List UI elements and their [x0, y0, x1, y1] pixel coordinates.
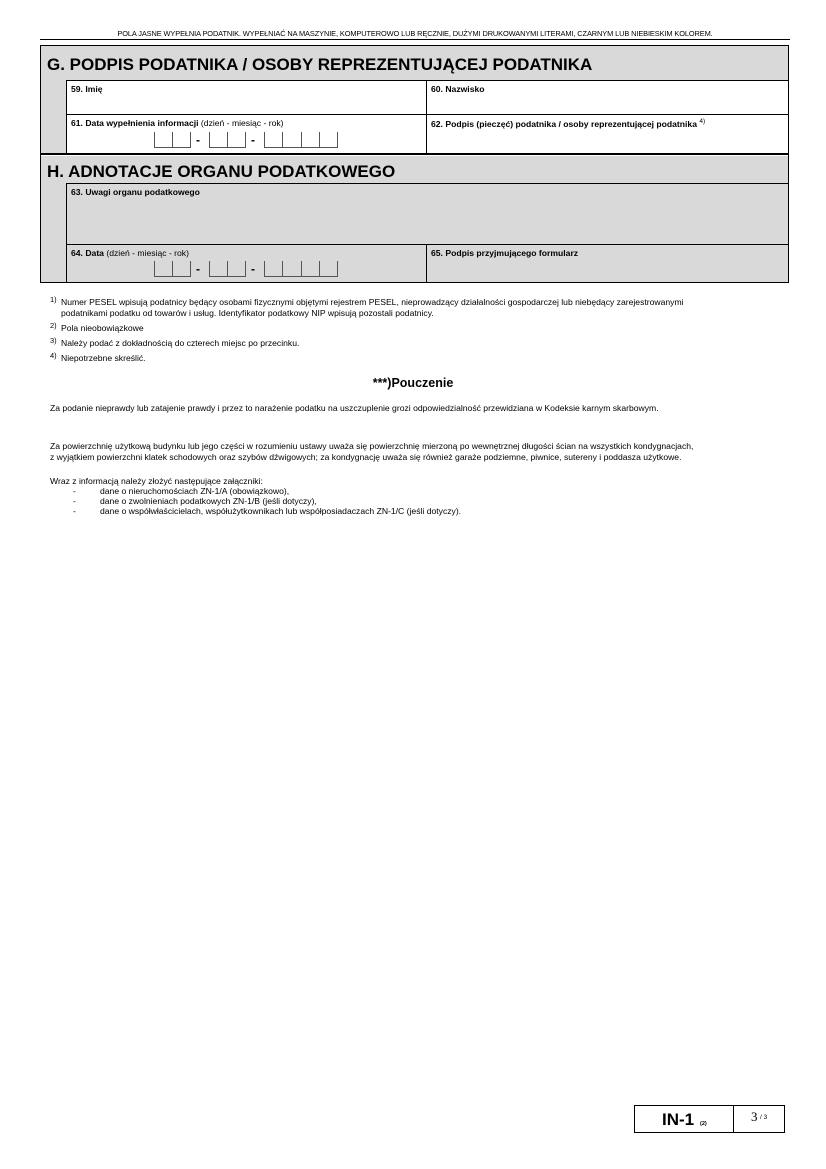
list-item: - dane o współwłaścicielach, współużytkownikach lub współposiadaczach ZN-1/C (jeśli dotyczy). [73, 506, 462, 516]
section-h-gutter [41, 183, 67, 282]
authority-notes-label: 63. Uwagi organu podatkowego [71, 187, 200, 197]
footnote-number: 4) [50, 351, 57, 360]
taxpayer-signature-label: 62. Podpis (pieczęć) podatnika / osoby reprezentującej podatnika $^{4)}$ [431, 118, 706, 129]
taxpayer-signature-field[interactable] [426, 114, 788, 153]
pouczenie-paragraph-2: Za powierzchnię użytkową budynku lub jego części w rozumieniu ustawy uważa się powierzchnię mierzoną po wewnętrznej długości ścian na wszystkich kondygnacjach, z wyjątkiem powierzchni klatek schodowych oraz szybów dźwigowych; za kondygnację uważa się również garaże podziemne, piwnice, sutereny i poddasza użytkowe. [50, 441, 694, 462]
list-item: - dane o nieruchomościach ZN-1/A (obowiązkowo), [73, 486, 290, 496]
footnote-3: 3) Należy podać z dokładnością do czterech miejsc po przecinku. [50, 336, 300, 348]
first-name-field[interactable] [66, 80, 426, 114]
receipt-date-month-boxes [209, 261, 246, 277]
footnote-number: 3) [50, 336, 57, 345]
top-rule [40, 39, 790, 40]
footnote-4: 4) Niepotrzebne skreślić. [50, 351, 146, 363]
last-name-field[interactable] [426, 80, 788, 114]
receiver-signature-label: 65. Podpis przyjmującego formularz [431, 248, 579, 258]
form-version: (2) [700, 1121, 707, 1127]
footnote-number: 1) [50, 295, 57, 304]
fill-date-year-boxes[interactable] [264, 132, 338, 148]
page-number-box [733, 1105, 785, 1133]
section-g-gutter [41, 80, 67, 153]
form-code-box [634, 1105, 734, 1133]
fill-date-month-boxes[interactable] [209, 132, 246, 148]
receipt-date-label: 64. Data (dzień - miesiąc - rok) [71, 248, 189, 258]
signature-form [40, 45, 789, 283]
section-h-title: H. ADNOTACJE ORGANU PODATKOWEGO [47, 162, 396, 181]
footnote-number: 2) [50, 321, 57, 330]
receiver-signature-field [426, 244, 788, 282]
last-name-label: 60. Nazwisko [431, 84, 485, 94]
fill-date-label: 61. Data wypełnienia informacji (dzień - miesiąc - rok) [71, 118, 284, 128]
date-separator: - [196, 133, 200, 147]
pouczenie-paragraph-3: Wraz z informacją należy złożyć następujące załączniki: [50, 476, 263, 486]
footnote-1: 1) Numer PESEL wpisują podatnicy będący osobami fizycznymi objętymi rejestrem PESEL, nieprowadzący działalności gospodarczej lub niebędący zarejestrowanymi podatnikami podatku od towarów i usług. Identyfikator podatkowy NIP wpisują pozostali podatnicy. [50, 295, 684, 318]
section-g-title: G. PODPIS PODATNIKA / OSOBY REPREZENTUJĄCEJ PODATNIKA [47, 55, 593, 74]
fill-date-day-boxes[interactable] [154, 132, 191, 148]
fill-date-hint: (dzień - miesiąc - rok) [200, 118, 284, 128]
pouczenie-title: ***)Pouczenie [372, 376, 454, 390]
top-instruction-note: POLA JASNE WYPEŁNIA PODATNIK. WYPEŁNIAĆ NA MASZYNIE, KOMPUTEROWO LUB RĘCZNIE, DUŻYMI DRUKOWANYMI LITERAMI, CZARNYM LUB NIEBIESKIM KOLOREM. [117, 29, 713, 38]
list-item: - dane o zwolnieniach podatkowych ZN-1/B (jeśli dotyczy), [73, 496, 317, 506]
date-separator: - [196, 262, 200, 276]
receipt-date-year-boxes [264, 261, 338, 277]
receipt-date-hint: (dzień - miesiąc - rok) [106, 248, 189, 258]
receipt-date-field [66, 244, 426, 282]
page-total: / 3 [760, 1114, 768, 1121]
date-separator: - [251, 133, 255, 147]
page-current: 3 [751, 1109, 758, 1124]
footnote-ref-4: 4) [699, 118, 706, 125]
fill-date-field[interactable] [66, 114, 426, 153]
section-divider [41, 153, 788, 155]
attachments-list [73, 486, 461, 516]
date-separator: - [251, 262, 255, 276]
footnote-2: 2) Pola nieobowiązkowe [50, 321, 144, 333]
first-name-label: 59. Imię [71, 84, 103, 94]
form-code: IN-1 [662, 1110, 695, 1129]
section-h-header [41, 156, 788, 183]
authority-notes-field [66, 183, 788, 244]
section-g-header [41, 46, 788, 80]
pouczenie-paragraph-1: Za podanie nieprawdy lub zatajenie prawdy i przez to narażenie podatku na uszczuplenie grozi odpowiedzialność przewidziana w Kodeksie karnym skarbowym. [50, 403, 659, 413]
receipt-date-day-boxes [154, 261, 191, 277]
